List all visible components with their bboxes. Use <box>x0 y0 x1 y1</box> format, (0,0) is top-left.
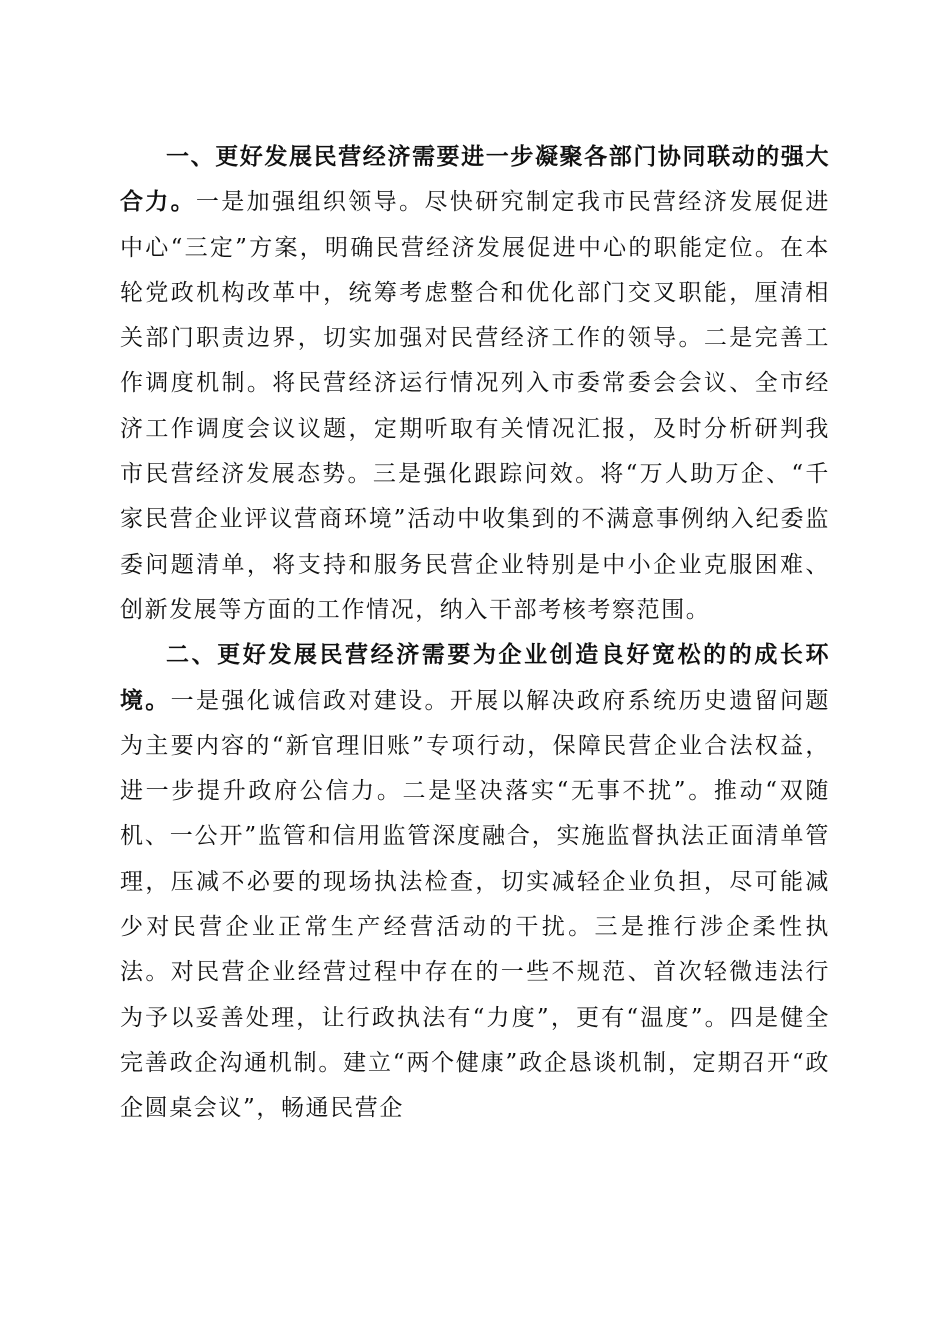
paragraph-2-text: 一是强化诚信政对建设。开展以解决政府系统历史遗留问题为主要内容的“新官理旧账”专项行动，保障民营企业合法权益，进一步提升政府公信力。二是坚决落实“无事不扰”。推动“双随机、一公开”监管和信用监管深度融合，实施监督执法正面清单管理，压减不必要的现场执法检查，切实减轻企业负担，尽可能减少对民营企业正常生产经营活动的干扰。三是推行涉企柔性执法。对民营企业经营过程中存在的一些不规范、首次轻微违法行为予以妥善处理，让行政执法有“力度”，更有“温度”。四是健全完善政企沟通机制。建立“两个健康”政企恳谈机制，定期召开“政企圆桌会议”，畅通民营企 <box>120 687 830 1122</box>
paragraph-1-heading: 一、更好发展民营经济需要进一步凝聚各部门协同联动的强大合力。 <box>120 144 830 216</box>
document-body <box>120 135 830 1132</box>
paragraph-2-heading: 二、更好发展民营经济需要为企业创造良好宽松的的成长环境。 <box>120 642 830 714</box>
paragraph-1-text: 一是加强组织领导。尽快研究制定我市民营经济发展促进中心“三定”方案，明确民营经济发展促进中心的职能定位。在本轮党政机构改革中，统筹考虑整合和优化部门交叉职能，厘清相关部门职责边界，切实加强对民营经济工作的领导。二是完善工作调度机制。将民营经济运行情况列入市委常委会会议、全市经济工作调度会议议题，定期听取有关情况汇报，及时分析研判我市民营经济发展态势。三是强化跟踪问效。将“万人助万企、“千家民营企业评议营商环境”活动中收集到的不满意事例纳入纪委监委问题清单，将支持和服务民营企业特别是中小企业克服困难、创新发展等方面的工作情况，纳入干部考核考察范围。 <box>120 189 831 623</box>
paragraph-2 <box>120 633 830 1131</box>
paragraph-1 <box>120 135 830 633</box>
